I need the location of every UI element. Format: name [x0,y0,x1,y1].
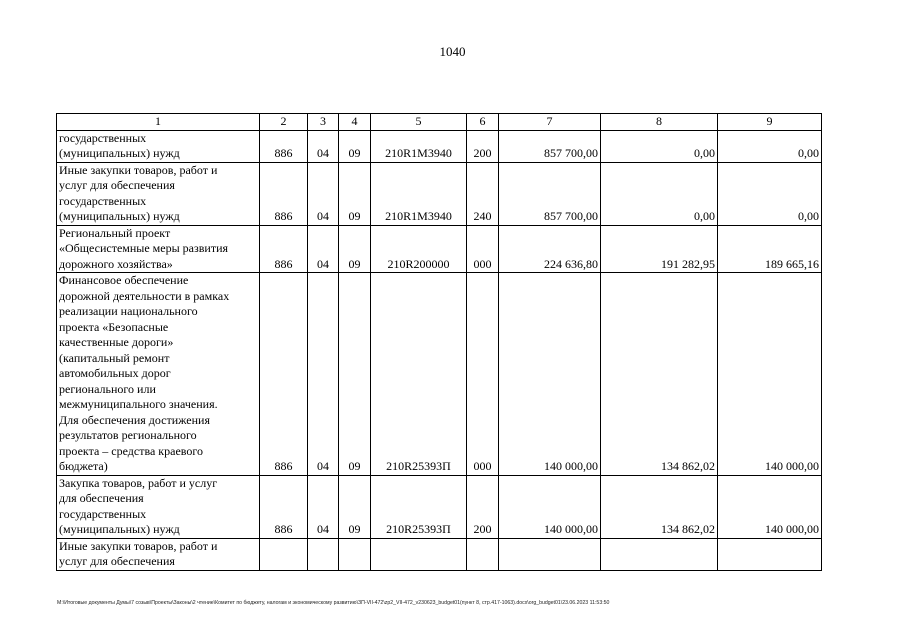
cell-target-article [371,538,467,570]
cell-subsection [339,538,371,570]
row-name: государственных (муниципальных) нужд [57,130,260,162]
cell-amount-7: 140 000,00 [499,273,601,476]
header-col-5: 5 [371,114,467,131]
header-col-4: 4 [339,114,371,131]
cell-amount-7 [499,538,601,570]
cell-expense-type: 200 [467,475,499,538]
cell-target-article: 210R25393П [371,273,467,476]
cell-expense-type: 240 [467,162,499,225]
cell-amount-7: 224 636,80 [499,225,601,273]
cell-section: 04 [308,273,339,476]
cell-expense-type [467,538,499,570]
header-col-3: 3 [308,114,339,131]
header-col-9: 9 [718,114,822,131]
cell-section [308,538,339,570]
row-name: Иные закупки товаров, работ и услуг для обеспечения государственных (муниципальных) нужд [57,162,260,225]
cell-subsection: 09 [339,130,371,162]
cell-amount-9 [718,538,822,570]
cell-subsection: 09 [339,225,371,273]
cell-amount-8: 0,00 [601,130,718,162]
header-col-1: 1 [57,114,260,131]
header-col-8: 8 [601,114,718,131]
cell-expense-type: 000 [467,225,499,273]
cell-expense-type: 200 [467,130,499,162]
cell-subsection: 09 [339,475,371,538]
header-col-2: 2 [260,114,308,131]
cell-ministry-code: 886 [260,273,308,476]
cell-section: 04 [308,130,339,162]
cell-amount-9: 140 000,00 [718,273,822,476]
header-row [57,114,822,131]
cell-amount-7: 140 000,00 [499,475,601,538]
cell-amount-8 [601,538,718,570]
cell-amount-7: 857 700,00 [499,130,601,162]
budget-table [56,113,822,571]
cell-ministry-code [260,538,308,570]
cell-target-article: 210R1M3940 [371,162,467,225]
cell-amount-8: 134 862,02 [601,273,718,476]
header-col-7: 7 [499,114,601,131]
page-number: 1040 [439,44,466,59]
table-row [57,475,822,538]
cell-amount-8: 191 282,95 [601,225,718,273]
cell-ministry-code: 886 [260,225,308,273]
cell-amount-9: 0,00 [718,130,822,162]
document-path-footer: M:\Итоговые документы Думы\7 созыв\Проекты\Законы\2 чтение\Комитет по бюджету, налогам и экономическому развитию\ЗП-VII-472\zp2_VII-472_v230623_budget01(пункт 8, стр.417-1063).docx\org_budget01\23.06.2023 11:53:50 [57,600,610,606]
table-row [57,162,822,225]
table-row [57,538,822,570]
cell-section: 04 [308,225,339,273]
table-row [57,225,822,273]
table-row [57,130,822,162]
cell-section: 04 [308,475,339,538]
cell-ministry-code: 886 [260,475,308,538]
cell-amount-9: 189 665,16 [718,225,822,273]
cell-amount-8: 134 862,02 [601,475,718,538]
cell-target-article: 210R200000 [371,225,467,273]
row-name: Закупка товаров, работ и услуг для обеспечения государственных (муниципальных) нужд [57,475,260,538]
cell-subsection: 09 [339,162,371,225]
cell-amount-9: 0,00 [718,162,822,225]
cell-subsection: 09 [339,273,371,476]
cell-amount-9: 140 000,00 [718,475,822,538]
cell-amount-7: 857 700,00 [499,162,601,225]
cell-expense-type: 000 [467,273,499,476]
cell-target-article: 210R25393П [371,475,467,538]
cell-section: 04 [308,162,339,225]
table-row [57,273,822,476]
row-name: Финансовое обеспечение дорожной деятельности в рамках реализации национального проекта «Безопасные качественные дороги» (капитальный ремонт автомобильных дорог регионального или межмуниципального значения. Для обеспечения достижения результатов регионального проекта – средства краевого бюджета) [57,273,260,476]
row-name: Региональный проект «Общесистемные меры развития дорожного хозяйства» [57,225,260,273]
cell-amount-8: 0,00 [601,162,718,225]
cell-target-article: 210R1M3940 [371,130,467,162]
cell-ministry-code: 886 [260,162,308,225]
row-name: Иные закупки товаров, работ и услуг для обеспечения [57,538,260,570]
cell-ministry-code: 886 [260,130,308,162]
header-col-6: 6 [467,114,499,131]
